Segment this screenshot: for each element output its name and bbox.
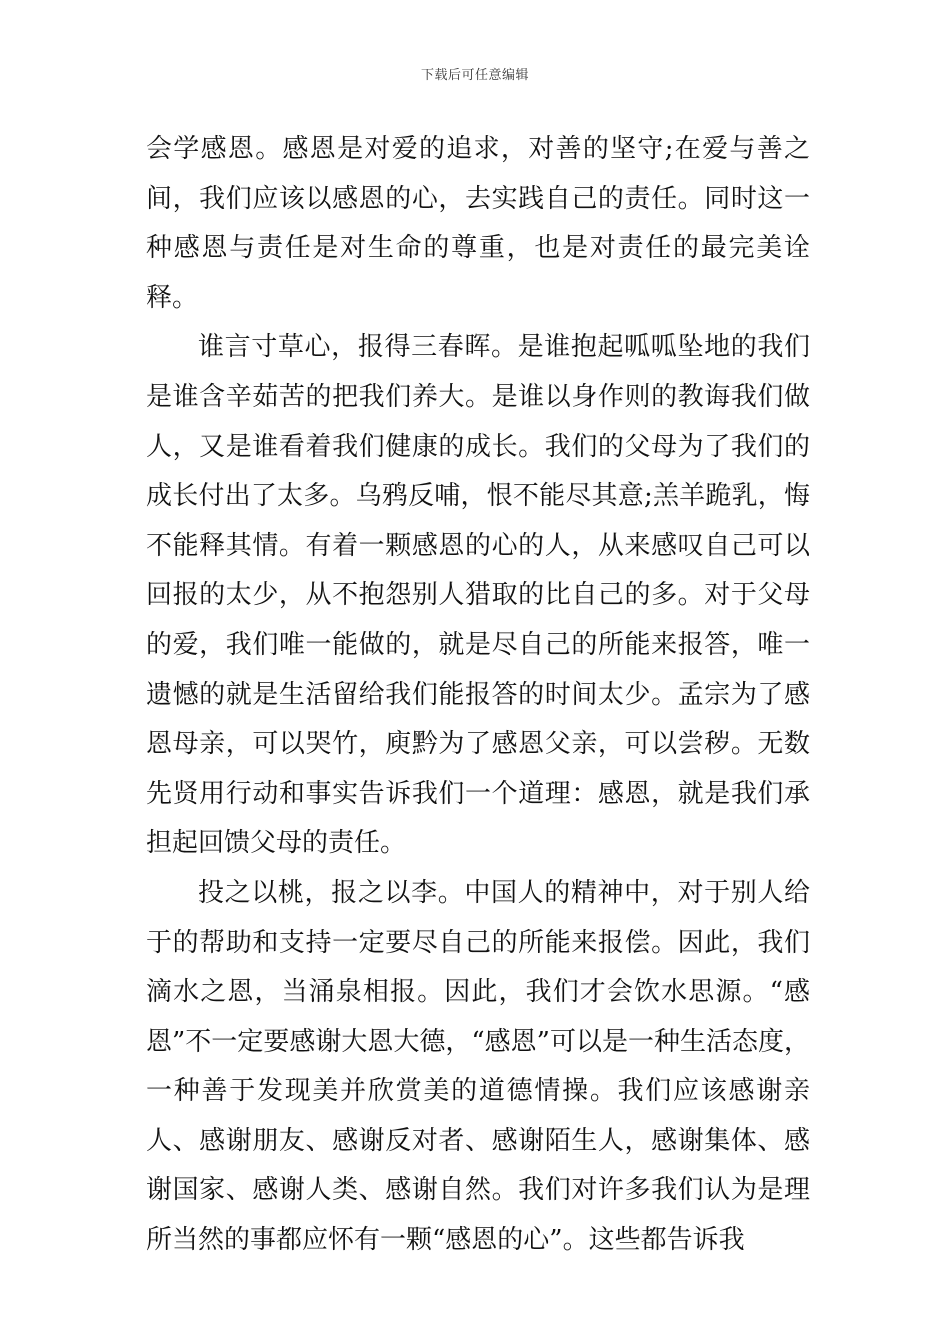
paragraph-1: 会学感恩。感恩是对爱的追求，对善的坚守;在爱与善之间，我们应该以感恩的心，去实践自己的责任。同时这一种感恩与责任是对生命的尊重，也是对责任的最完美诠释。 [146,134,810,313]
page-header: 下载后可任意编辑 [420,68,529,83]
paragraph-2: 谁言寸草心，报得三春晖。是谁抱起呱呱坠地的我们是谁含辛茹苦的把我们养大。是谁以身作则的教诲我们做人，又是谁看着我们健康的成长。我们的父母为了我们的成长付出了太多。乌鸦反哺，恨不能尽其意;羔羊跪乳，悔不能释其情。有着一颗感恩的心的人，从来感叹自己可以回报的太少，从不抱怨别人猎取的比自己的多。对于父母的爱，我们唯一能做的，就是尽自己的所能来报答，唯一遗憾的就是生活留给我们能报答的时间太少。孟宗为了感恩母亲，可以哭竹，庾黔为了感恩父亲，可以尝秽。无数先贤用行动和事实告诉我们一个道理：感恩，就是我们承担起回馈父母的责任。 [146,332,810,859]
document-body [146,125,810,1266]
paragraph-3: 投之以桃，报之以李。中国人的精神中，对于别人给于的帮助和支持一定要尽自己的所能来报偿。因此，我们滴水之恩，当涌泉相报。因此，我们才会饮水思源。“感恩”不一定要感谢大恩大德，“感恩”可以是一种生活态度，一种善于发现美并欣赏美的道德情操。我们应该感谢亲人、感谢朋友、感谢反对者、感谢陌生人，感谢集体、感谢国家、感谢人类、感谢自然。我们对许多我们认为是理所当然的事都应怀有一颗“感恩的心”。这些都告诉我 [146,877,810,1256]
